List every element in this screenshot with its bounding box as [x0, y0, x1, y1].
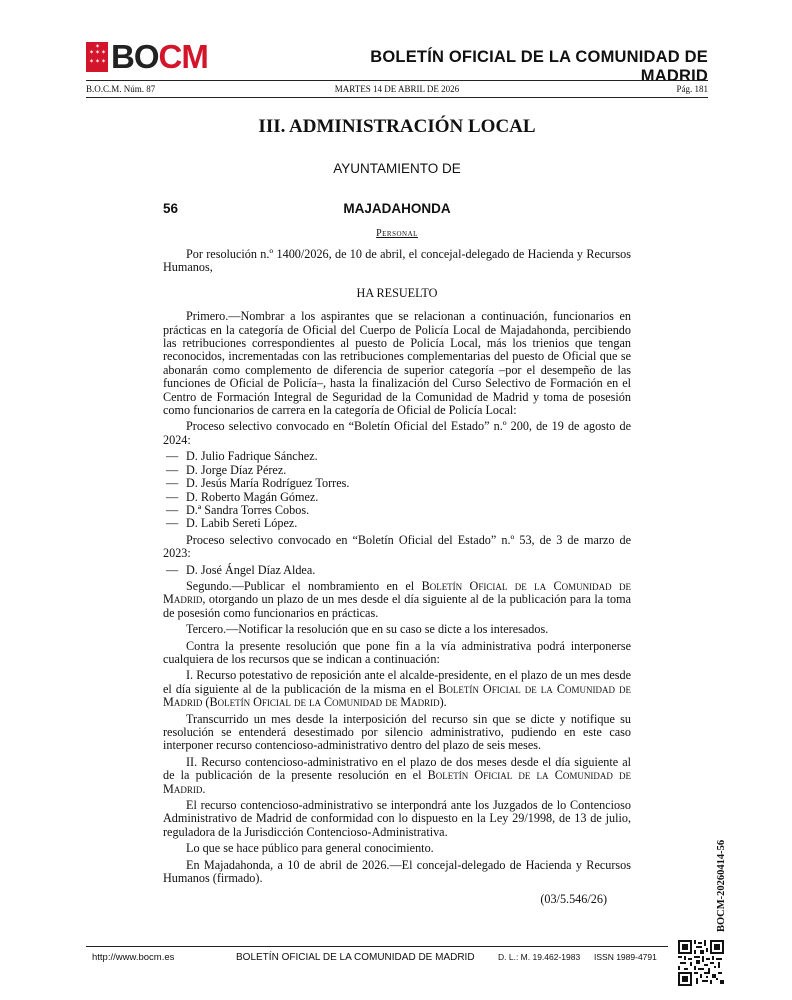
footer-url-link[interactable]: http://www.bocm.es	[92, 952, 175, 963]
list-item: — D. Jesús María Rodríguez Torres.	[166, 476, 350, 491]
intro-paragraph: Por resolución n.º 1400/2026, de 10 de abril, el concejal-delegado de Hacienda y Recursos Humanos,	[163, 247, 631, 275]
article-body	[163, 248, 631, 910]
page-number: Pág. 181	[676, 84, 708, 94]
list-item: — D. José Ángel Díaz Aldea.	[166, 562, 316, 577]
issue-number: B.O.C.M. Núm. 87	[86, 84, 156, 94]
section-title: III. ADMINISTRACIÓN LOCAL	[258, 116, 536, 137]
contencioso-paragraph: El recurso contencioso-administrativo se interpondrá ante los Juzgados de lo Contencioso Administrativo de Madrid de conformidad con lo dispuesto en la Ley 29/1998, de 13 de julio, reguladora de la Jurisdicción Contencioso-Administrativa.	[163, 798, 631, 839]
tercero-paragraph: Tercero.—Notificar la resolución que en su caso se dicte a los interesados.	[186, 622, 549, 637]
bocm-logo	[86, 40, 208, 74]
list-item: — D. Jorge Díaz Pérez.	[166, 462, 287, 477]
contra-paragraph: Contra la presente resolución que pone fin a la vía administrativa podrá interponerse cualquiera de los recursos que se indican a continuación:	[163, 638, 631, 666]
madrid-flag-icon: ✶ ✶ ✶ ✶ ✶ ✶ ✶	[86, 42, 108, 72]
list-item: — D.ª Sandra Torres Cobos.	[166, 502, 310, 517]
footer-title: BOLETÍN OFICIAL DE LA COMUNIDAD DE MADRID	[236, 952, 475, 963]
header-divider	[86, 80, 708, 81]
town-name: MAJADAHONDA	[343, 201, 451, 216]
proceso-1-paragraph: Proceso selectivo convocado en “Boletín Oficial del Estado” n.º 200, de 19 de agosto de 2024:	[163, 419, 631, 447]
list-item: — D. Labib Sereti López.	[166, 516, 298, 531]
primero-paragraph: Primero.—Nombrar a los aspirantes que se relacionan a continuación, funcionarios en prácticas en la categoría de Oficial del Cuerpo de Policía Local de Majadahonda, percibiendo las retribuciones correspondientes al puesto de Policía Local, más los trienios que tengan reconocidos, incrementadas con las retribuciones complementarias del puesto de Oficial que se abonarán como complemento de diferencia de superior categoría –por el desempeño de las funciones de Oficial de Policía–, hasta la finalización del Curso Selectivo de Formación en el Centro de Formación Integral de Seguridad de la Comunidad de Madrid y toma de posesión como funcionarios de carrera en la categoría de Oficial de Policía Local:	[163, 309, 631, 418]
subject-label: Personal	[376, 228, 418, 239]
proceso-2-paragraph: Proceso selectivo convocado en “Boletín Oficial del Estado” n.º 53, de 3 de marzo de 2023:	[163, 532, 631, 561]
meta-divider	[86, 97, 708, 98]
recurso-contencioso-paragraph: II. Recurso contencioso-administrativo en el plazo de dos meses desde el día siguiente al de la publicación de la presente resolución en el Boletín Oficial de la Comunidad de Madrid.	[163, 754, 631, 796]
publico-paragraph: Lo que se hace público para general conocimiento.	[186, 841, 434, 856]
footer-issn: ISSN 1989-4791	[594, 952, 657, 962]
footer-divider	[86, 946, 668, 947]
signature-paragraph: En Majadahonda, a 10 de abril de 2026.—El concejal-delegado de Hacienda y Recursos Humanos (firmado).	[163, 857, 631, 886]
resolution-heading: HA RESUELTO	[356, 285, 438, 300]
document-side-code: BOCM-20260414-56	[716, 839, 727, 932]
recurso-reposicion-paragraph: I. Recurso potestativo de reposición ante el alcalde-presidente, en el plazo de un mes desde el día siguiente al de la publicación de la misma en el Boletín Oficial de la Comunidad de Madrid (Boletín Oficial de la Comunidad de Madrid).	[163, 668, 631, 710]
list-item: — D. Julio Fadrique Sánchez.	[166, 449, 318, 464]
ayuntamiento-label: AYUNTAMIENTO DE	[333, 161, 461, 176]
issue-date: MARTES 14 DE ABRIL DE 2026	[334, 84, 460, 94]
segundo-paragraph: Segundo.—Publicar el nombramiento en el Boletín Oficial de la Comunidad de Madrid, otorgando un plazo de un mes desde el día siguiente al de la publicación para la toma de posesión como funcionarios en prácticas.	[163, 578, 631, 620]
footer-legal-deposit: D. L.: M. 19.462-1983	[498, 952, 581, 962]
entry-number: 56	[163, 201, 179, 216]
publication-title: BOLETÍN OFICIAL DE LA COMUNIDAD DE MADRID	[370, 48, 708, 85]
list-item: — D. Roberto Magán Gómez.	[166, 489, 319, 504]
reference-code: (03/5.546/26)	[540, 892, 607, 907]
transcurrido-paragraph: Transcurrido un mes desde la interposición del recurso sin que se dicte y notifique su resolución se entenderá desestimado por silencio administrativo, pudiendo en este caso interponer recurso contencioso-administrativo dentro del plazo de seis meses.	[163, 711, 631, 753]
logo-bo-text: BO	[111, 38, 159, 75]
qr-code-icon	[678, 940, 724, 986]
logo-cm-text: CM	[158, 38, 208, 75]
